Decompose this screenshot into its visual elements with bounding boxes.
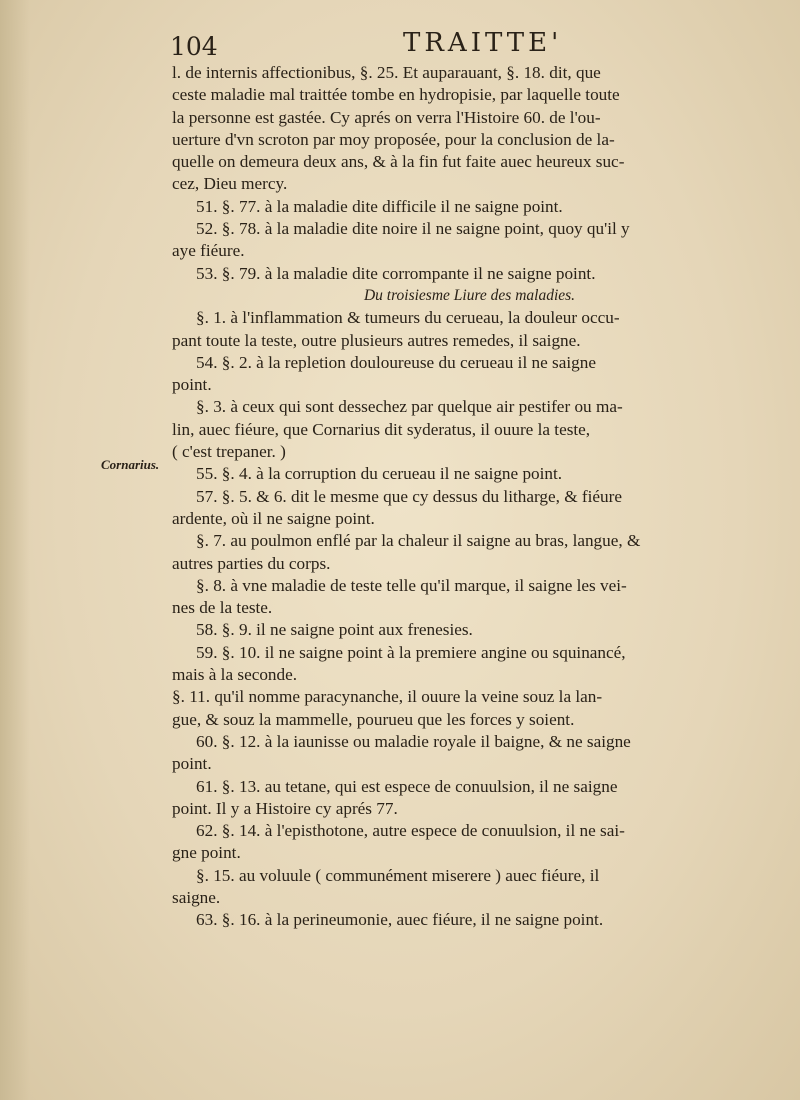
text-line: 61. §. 13. au tetane, qui est espece de conuulsion, il ne saigne bbox=[196, 776, 618, 796]
text-line: point. bbox=[172, 754, 212, 774]
text-line: l. de internis affectionibus, §. 25. Et auparauant, §. 18. dit, que bbox=[172, 63, 601, 82]
page-number: 104 bbox=[170, 32, 218, 61]
text-line: lin, auec fiéure, que Cornarius dit syderatus, il ouure la teste, bbox=[172, 419, 591, 439]
text-line: 59. §. 10. il ne saigne point à la premiere angine ou squinancé, bbox=[196, 642, 626, 662]
text-line: aye fiéure. bbox=[172, 241, 245, 261]
text-line: quelle on demeura deux ans, & à la fin fut faite auec heureux suc- bbox=[172, 152, 625, 172]
text-line: autres parties du corps. bbox=[172, 553, 331, 573]
text-line: 58. §. 9. il ne saigne point aux frenesies. bbox=[196, 620, 473, 640]
page-header bbox=[170, 28, 740, 64]
text-line: point. Il y a Histoire cy aprés 77. bbox=[172, 798, 398, 818]
text-line: §. 1. à l'inflammation & tumeurs du cerueau, la douleur occu- bbox=[196, 308, 620, 328]
text-line: saigne. bbox=[172, 887, 221, 907]
text-line: point. bbox=[172, 375, 212, 395]
text-line: §. 11. qu'il nomme paracynanche, il ouure la veine souz la lan- bbox=[172, 687, 603, 707]
text-line: 54. §. 2. à la repletion douloureuse du cerueau il ne saigne bbox=[196, 352, 596, 372]
text-line: 57. §. 5. & 6. dit le mesme que cy dessus du litharge, & fiéure bbox=[196, 486, 622, 506]
text-line: gue, & souz la mammelle, pourueu que les forces y soient. bbox=[172, 709, 575, 729]
text-line: 63. §. 16. à la perineumonie, auec fiéure, il ne saigne point. bbox=[196, 910, 604, 930]
text-line: §. 3. à ceux qui sont dessechez par quelque air pestifer ou ma- bbox=[196, 397, 623, 417]
text-line: 51. §. 77. à la maladie dite difficile il ne saigne point. bbox=[196, 196, 563, 216]
text-line: 60. §. 12. à la iaunisse ou maladie royale il baigne, & ne saigne bbox=[196, 731, 631, 751]
text-line: mais à la seconde. bbox=[172, 665, 298, 685]
text-line: §. 8. à vne maladie de teste telle qu'il marque, il saigne les vei- bbox=[196, 575, 627, 595]
section-heading: Du troisiesme Liure des maladies. bbox=[363, 286, 576, 304]
text-line: ceste maladie mal traittée tombe en hydropisie, par laquelle toute bbox=[172, 85, 620, 105]
text-line: uerture d'vn scroton par moy proposée, pour la conclusion de la- bbox=[172, 129, 615, 149]
text-line: pant toute la teste, outre plusieurs autres remedes, il saigne. bbox=[172, 330, 581, 350]
text-line: la personne est gastée. Cy aprés on verra l'Histoire 60. de l'ou- bbox=[172, 107, 601, 127]
text-line: ardente, où il ne saigne point. bbox=[172, 508, 375, 528]
text-line: nes de la teste. bbox=[172, 598, 273, 618]
text-line: §. 7. au poulmon enflé par la chaleur il saigne au bras, langue, & bbox=[196, 531, 641, 551]
text-line: §. 15. au voluule ( communément miserere ) auec fiéure, il bbox=[196, 865, 600, 885]
margin-note: Cornarius. bbox=[101, 457, 160, 472]
text-line: 62. §. 14. à l'episthotone, autre espece de conuulsion, il ne sai- bbox=[196, 821, 625, 841]
text-line: cez, Dieu mercy. bbox=[172, 174, 288, 194]
text-line: 52. §. 78. à la maladie dite noire il ne saigne point, quoy qu'il y bbox=[196, 219, 630, 239]
text-line: gne point. bbox=[172, 843, 241, 863]
body-text bbox=[172, 62, 767, 932]
text-line: 53. §. 79. à la maladie dite corrompante il ne saigne point. bbox=[196, 263, 596, 283]
running-title: TRAITTE' bbox=[403, 28, 563, 58]
page-gutter-shadow bbox=[0, 0, 30, 1100]
text-line: 55. §. 4. à la corruption du cerueau il ne saigne point. bbox=[196, 464, 563, 484]
text-line: ( c'est trepaner. ) bbox=[172, 442, 286, 462]
